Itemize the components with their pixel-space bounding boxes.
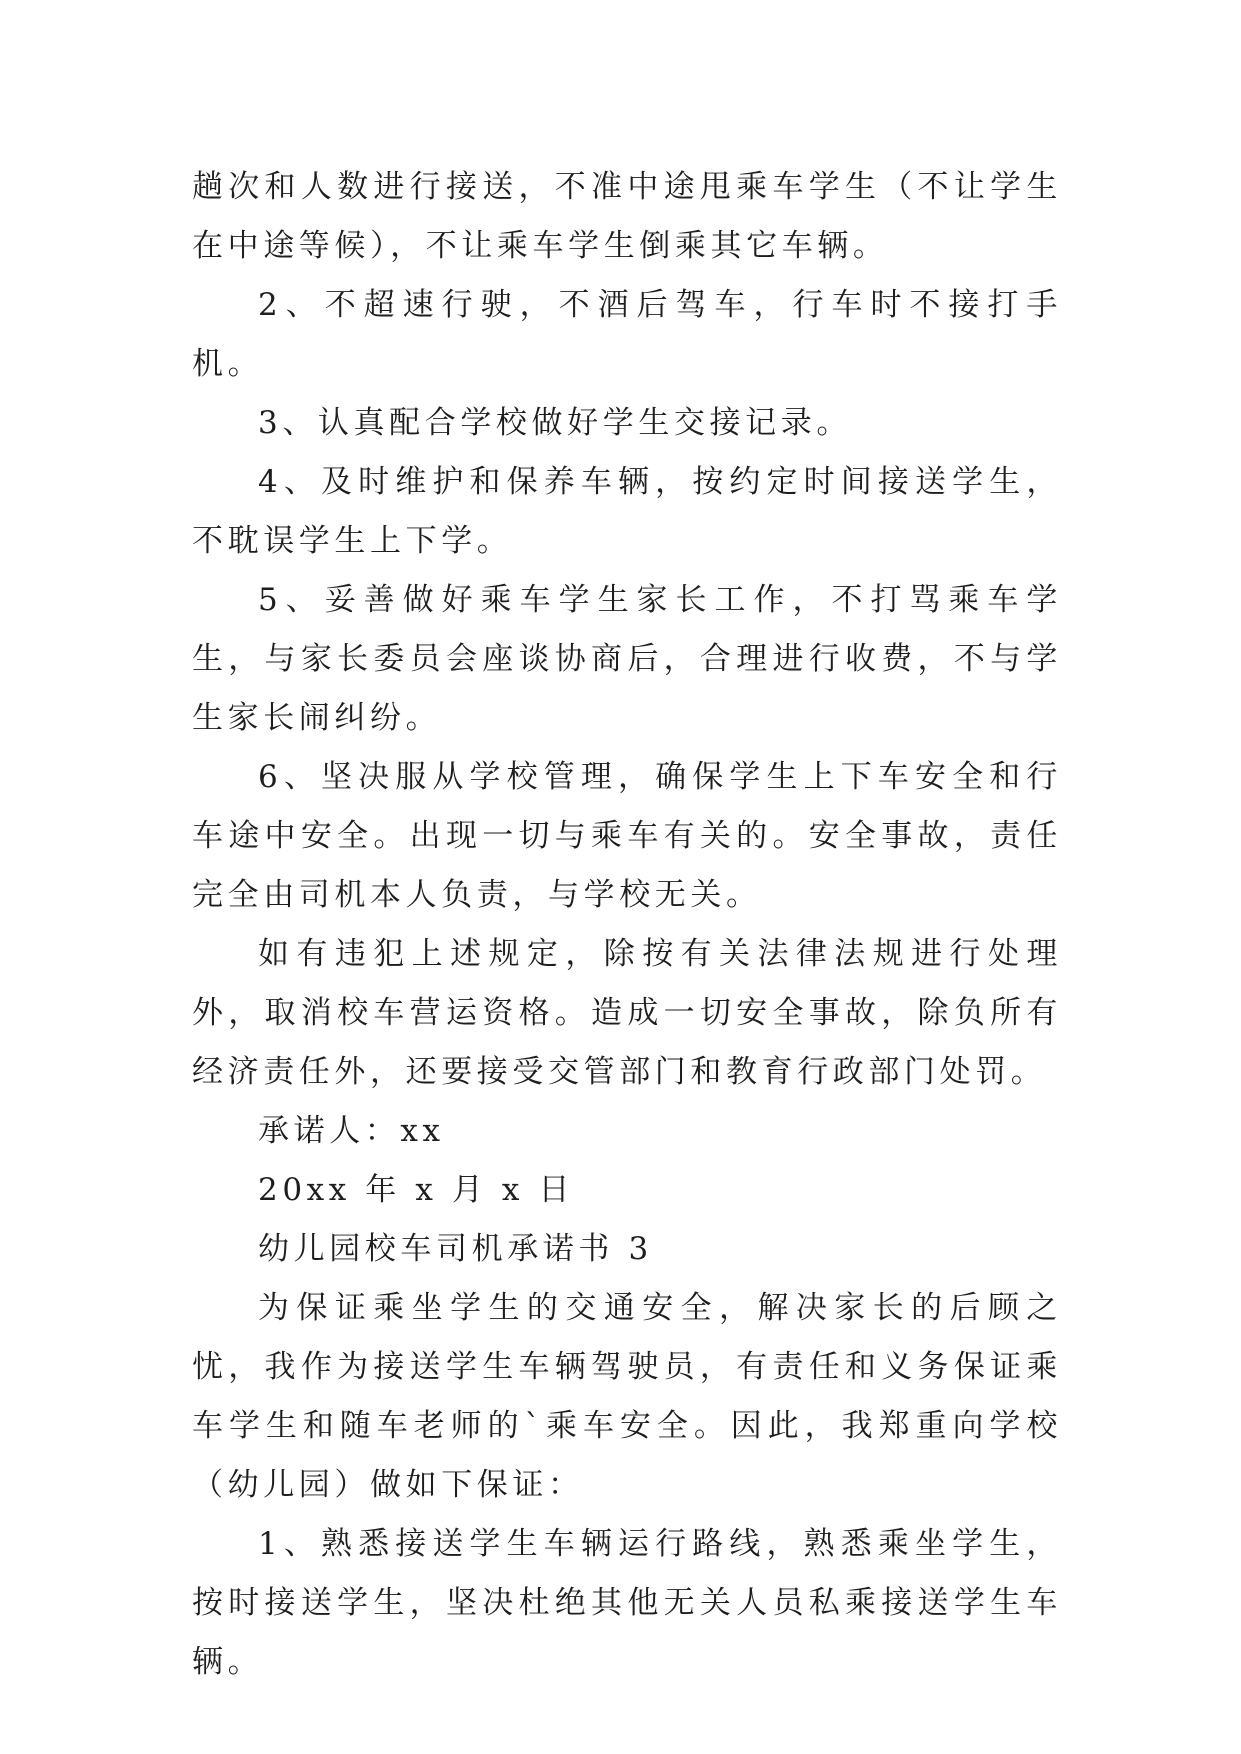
section-title: 幼儿园校车司机承诺书 3: [258, 1231, 653, 1267]
paragraph-rule-3: 3、认真配合学校做好学生交接记录。: [258, 405, 852, 441]
paragraph-rule-2: 2、不超速行驶，不酒后驾车，行车时不接打手机。: [192, 287, 1062, 382]
paragraph-intro: 为保证乘坐学生的交通安全，解决家长的后顾之忧，我作为接送学生车辆驾驶员，有责任和义务保证乘车学生和随车老师的`乘车安全。因此，我郑重向学校（幼儿园）做如下保证：: [192, 1290, 1062, 1503]
date-line: 20xx 年 x 月 x 日: [258, 1172, 575, 1208]
document-body: [192, 158, 1062, 1692]
paragraph-penalty: 如有违犯上述规定，除按有关法律法规进行处理外，取消校车营运资格。造成一切安全事故，除负所有经济责任外，还要接受交管部门和教育行政部门处罚。: [192, 936, 1062, 1090]
paragraph-rule-1: 1、熟悉接送学生车辆运行路线，熟悉乘坐学生，按时接送学生，坚决杜绝其他无关人员私乘接送学生车辆。: [192, 1526, 1062, 1680]
paragraph-rule-6: 6、坚决服从学校管理，确保学生上下车安全和行车途中安全。出现一切与乘车有关的。安全事故，责任完全由司机本人负责，与学校无关。: [192, 759, 1062, 913]
paragraph-continued: 趟次和人数进行接送，不准中途甩乘车学生（不让学生在中途等候），不让乘车学生倒乘其它车辆。: [192, 169, 1062, 264]
paragraph-rule-5: 5、妥善做好乘车学生家长工作，不打骂乘车学生，与家长委员会座谈协商后，合理进行收费，不与学生家长闹纠纷。: [192, 582, 1062, 736]
paragraph-rule-4: 4、及时维护和保养车辆，按约定时间接送学生，不耽误学生上下学。: [192, 464, 1062, 559]
signature-line: 承诺人：xx: [258, 1113, 445, 1149]
